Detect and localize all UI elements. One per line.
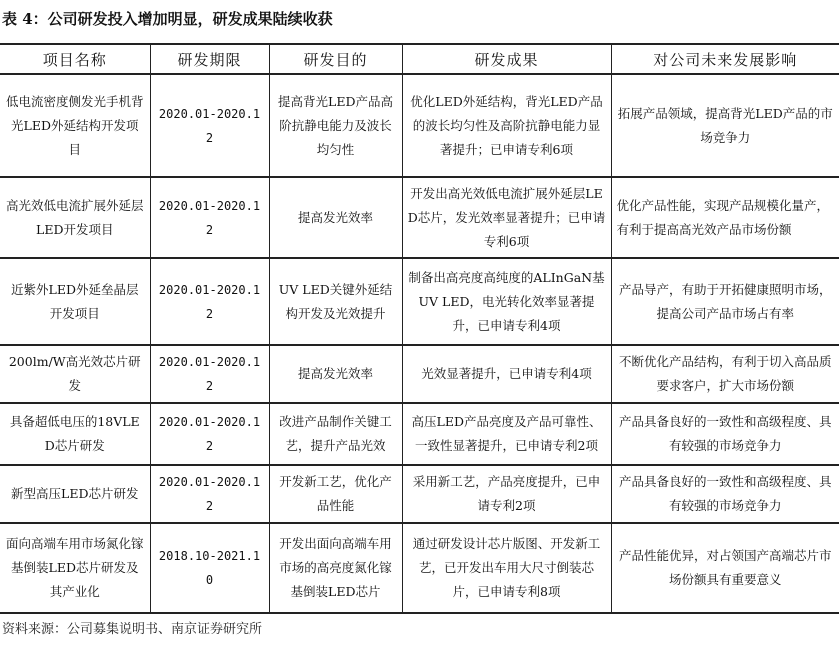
cell-result: 优化LED外延结构，背光LED产品的波长均匀性及高阶抗静电能力显著提升；已申请专利6项 bbox=[402, 74, 611, 177]
cell-impact: 产品导产，有助于开拓健康照明市场，提高公司产品市场占有率 bbox=[611, 258, 839, 345]
cell-result: 开发出高光效低电流扩展外延层LED芯片，发光效率显著提升；已申请专利6项 bbox=[402, 177, 611, 258]
cell-impact: 产品具备良好的一致性和高级程度、具有较强的市场竞争力 bbox=[611, 465, 839, 523]
table-row bbox=[0, 177, 839, 258]
cell-project-name: 面向高端车用市场氮化镓基倒装LED芯片研发及其产业化 bbox=[0, 523, 150, 613]
cell-project-name: 高光效低电流扩展外延层LED开发项目 bbox=[0, 177, 150, 258]
cell-purpose: UV LED关键外延结构开发及光效提升 bbox=[269, 258, 402, 345]
table-row bbox=[0, 258, 839, 345]
header-purpose: 研发目的 bbox=[269, 44, 402, 74]
table-title: 表 4：公司研发投入增加明显，研发成果陆续收获 bbox=[2, 10, 333, 28]
cell-period: 2020.01-2020.12 bbox=[150, 345, 269, 403]
source-note: 资料来源：公司募集说明书、南京证券研究所 bbox=[2, 622, 263, 637]
cell-result: 制备出高亮度高纯度的ALInGaN基UV LED，电光转化效率显著提升，已申请专利4项 bbox=[402, 258, 611, 345]
cell-project-name: 近紫外LED外延垒晶层开发项目 bbox=[0, 258, 150, 345]
cell-purpose: 开发出面向高端车用市场的高亮度氮化镓基倒装LED芯片 bbox=[269, 523, 402, 613]
table-row bbox=[0, 345, 839, 403]
table-row bbox=[0, 523, 839, 613]
cell-purpose: 改进产品制作关键工艺，提升产品光效 bbox=[269, 403, 402, 465]
cell-period: 2020.01-2020.12 bbox=[150, 465, 269, 523]
cell-impact: 产品性能优异，对占领国产高端芯片市场份额具有重要意义 bbox=[611, 523, 839, 613]
cell-project-name: 具备超低电压的18VLED芯片研发 bbox=[0, 403, 150, 465]
cell-result: 光效显著提升，已申请专利4项 bbox=[402, 345, 611, 403]
cell-impact: 拓展产品领域，提高背光LED产品的市场竞争力 bbox=[611, 74, 839, 177]
cell-purpose: 提高发光效率 bbox=[269, 345, 402, 403]
header-period: 研发期限 bbox=[150, 44, 269, 74]
header-project-name: 项目名称 bbox=[0, 44, 150, 74]
rd-projects-table bbox=[0, 43, 839, 614]
header-result: 研发成果 bbox=[402, 44, 611, 74]
cell-project-name: 新型高压LED芯片研发 bbox=[0, 465, 150, 523]
cell-period: 2020.01-2020.12 bbox=[150, 403, 269, 465]
cell-purpose: 提高背光LED产品高阶抗静电能力及波长均匀性 bbox=[269, 74, 402, 177]
cell-impact: 不断优化产品结构，有利于切入高品质要求客户，扩大市场份额 bbox=[611, 345, 839, 403]
table-row bbox=[0, 403, 839, 465]
table-row bbox=[0, 74, 839, 177]
cell-impact: 产品具备良好的一致性和高级程度、具有较强的市场竞争力 bbox=[611, 403, 839, 465]
cell-period: 2020.01-2020.12 bbox=[150, 74, 269, 177]
cell-result: 通过研发设计芯片版图、开发新工艺，已开发出车用大尺寸倒装芯片，已申请专利8项 bbox=[402, 523, 611, 613]
header-impact: 对公司未来发展影响 bbox=[611, 44, 839, 74]
cell-result: 高压LED产品亮度及产品可靠性、一致性显著提升，已申请专利2项 bbox=[402, 403, 611, 465]
table-header-row bbox=[0, 44, 839, 74]
cell-result: 采用新工艺，产品亮度提升，已申请专利2项 bbox=[402, 465, 611, 523]
table-row bbox=[0, 465, 839, 523]
cell-period: 2018.10-2021.10 bbox=[150, 523, 269, 613]
cell-project-name: 200lm/W高光效芯片研发 bbox=[0, 345, 150, 403]
cell-project-name: 低电流密度侧发光手机背光LED外延结构开发项目 bbox=[0, 74, 150, 177]
cell-period: 2020.01-2020.12 bbox=[150, 177, 269, 258]
cell-period: 2020.01-2020.12 bbox=[150, 258, 269, 345]
cell-impact: 优化产品性能，实现产品规模化量产，有利于提高高光效产品市场份额 bbox=[611, 177, 839, 258]
cell-purpose: 提高发光效率 bbox=[269, 177, 402, 258]
cell-purpose: 开发新工艺，优化产品性能 bbox=[269, 465, 402, 523]
